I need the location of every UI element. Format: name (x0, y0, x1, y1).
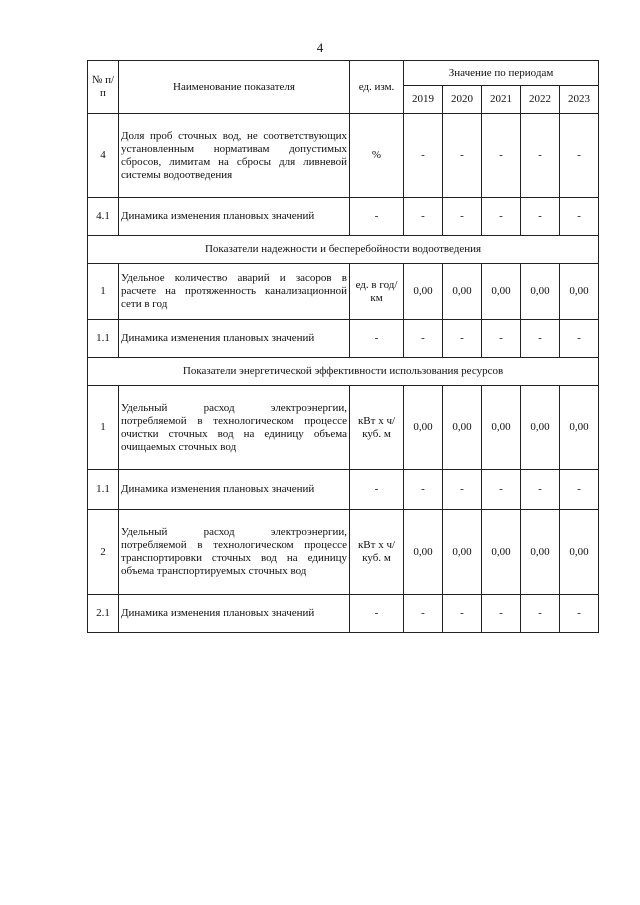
section-title: Показатели энергетической эффективности использования ресурсов (88, 358, 599, 386)
row-unit: - (350, 470, 404, 510)
row-value: 0,00 (521, 510, 560, 595)
row-value: 0,00 (443, 510, 482, 595)
row-name: Доля проб сточных вод, не соответствующих установленным нормативам допустимых сбросов, лимитам на сбросы для ливневой системы водоотведения (119, 114, 350, 198)
row-value: 0,00 (560, 386, 599, 470)
header-year: 2021 (482, 86, 521, 114)
header-year: 2019 (404, 86, 443, 114)
row-name: Динамика изменения плановых значений (119, 198, 350, 236)
table-row (88, 510, 599, 595)
row-value: - (521, 320, 560, 358)
row-value: - (482, 320, 521, 358)
row-name: Динамика изменения плановых значений (119, 320, 350, 358)
row-value: - (482, 198, 521, 236)
row-unit: % (350, 114, 404, 198)
header-name: Наименование показателя (119, 61, 350, 114)
header-periods: Значение по периодам (404, 61, 599, 86)
row-name: Динамика изменения плановых значений (119, 595, 350, 633)
header-unit: ед. изм. (350, 61, 404, 114)
row-value: 0,00 (443, 264, 482, 320)
row-value: - (404, 198, 443, 236)
header-year: 2020 (443, 86, 482, 114)
row-value: - (443, 198, 482, 236)
table-row (88, 595, 599, 633)
row-value: - (443, 114, 482, 198)
row-num: 1.1 (88, 470, 119, 510)
row-value: - (560, 114, 599, 198)
row-name: Динамика изменения плановых значений (119, 470, 350, 510)
row-num: 4.1 (88, 198, 119, 236)
row-value: - (560, 470, 599, 510)
row-unit: кВт х ч/куб. м (350, 386, 404, 470)
row-value: - (560, 320, 599, 358)
row-value: - (443, 320, 482, 358)
section-row (88, 236, 599, 264)
row-value: 0,00 (404, 386, 443, 470)
table-row (88, 114, 599, 198)
row-value: - (521, 595, 560, 633)
header-year: 2023 (560, 86, 599, 114)
header-year: 2022 (521, 86, 560, 114)
row-value: - (521, 114, 560, 198)
row-value: - (560, 595, 599, 633)
row-name: Удельное количество аварий и засоров в расчете на протяженность канализационной сети в год (119, 264, 350, 320)
page-number: 4 (316, 40, 324, 55)
table-row (88, 320, 599, 358)
section-row (88, 358, 599, 386)
row-value: - (482, 470, 521, 510)
table-row (88, 264, 599, 320)
row-unit: ед. в год/км (350, 264, 404, 320)
row-value: - (482, 595, 521, 633)
row-value: 0,00 (482, 510, 521, 595)
row-name: Удельный расход электроэнергии, потребляемой в технологическом процессе транспортировки сточных вод на единицу объема транспортируемых сточных вод (119, 510, 350, 595)
row-num: 2 (88, 510, 119, 595)
row-value: - (404, 470, 443, 510)
row-value: 0,00 (443, 386, 482, 470)
row-value: - (404, 595, 443, 633)
row-num: 1 (88, 264, 119, 320)
row-value: 0,00 (560, 264, 599, 320)
header-row-top (88, 61, 599, 86)
row-unit: - (350, 595, 404, 633)
row-num: 1 (88, 386, 119, 470)
row-value: - (560, 198, 599, 236)
row-value: - (404, 320, 443, 358)
row-unit: кВт х ч/куб. м (350, 510, 404, 595)
row-value: 0,00 (482, 264, 521, 320)
section-title: Показатели надежности и бесперебойности водоотведения (88, 236, 599, 264)
indicators-table (87, 60, 599, 633)
row-value: - (443, 470, 482, 510)
row-value: 0,00 (560, 510, 599, 595)
row-value: - (482, 114, 521, 198)
row-num: 1.1 (88, 320, 119, 358)
row-num: 4 (88, 114, 119, 198)
row-value: 0,00 (521, 386, 560, 470)
row-value: 0,00 (404, 510, 443, 595)
row-unit: - (350, 198, 404, 236)
row-num: 2.1 (88, 595, 119, 633)
table-row (88, 470, 599, 510)
table-row (88, 198, 599, 236)
header-num: № п/п (88, 61, 119, 114)
row-value: 0,00 (482, 386, 521, 470)
row-name: Удельный расход электроэнергии, потребляемой в технологическом процессе очистки сточных вод на единицу объема очищаемых сточных вод (119, 386, 350, 470)
row-unit: - (350, 320, 404, 358)
row-value: - (404, 114, 443, 198)
row-value: - (521, 470, 560, 510)
row-value: 0,00 (521, 264, 560, 320)
row-value: - (443, 595, 482, 633)
row-value: - (521, 198, 560, 236)
row-value: 0,00 (404, 264, 443, 320)
table-row (88, 386, 599, 470)
